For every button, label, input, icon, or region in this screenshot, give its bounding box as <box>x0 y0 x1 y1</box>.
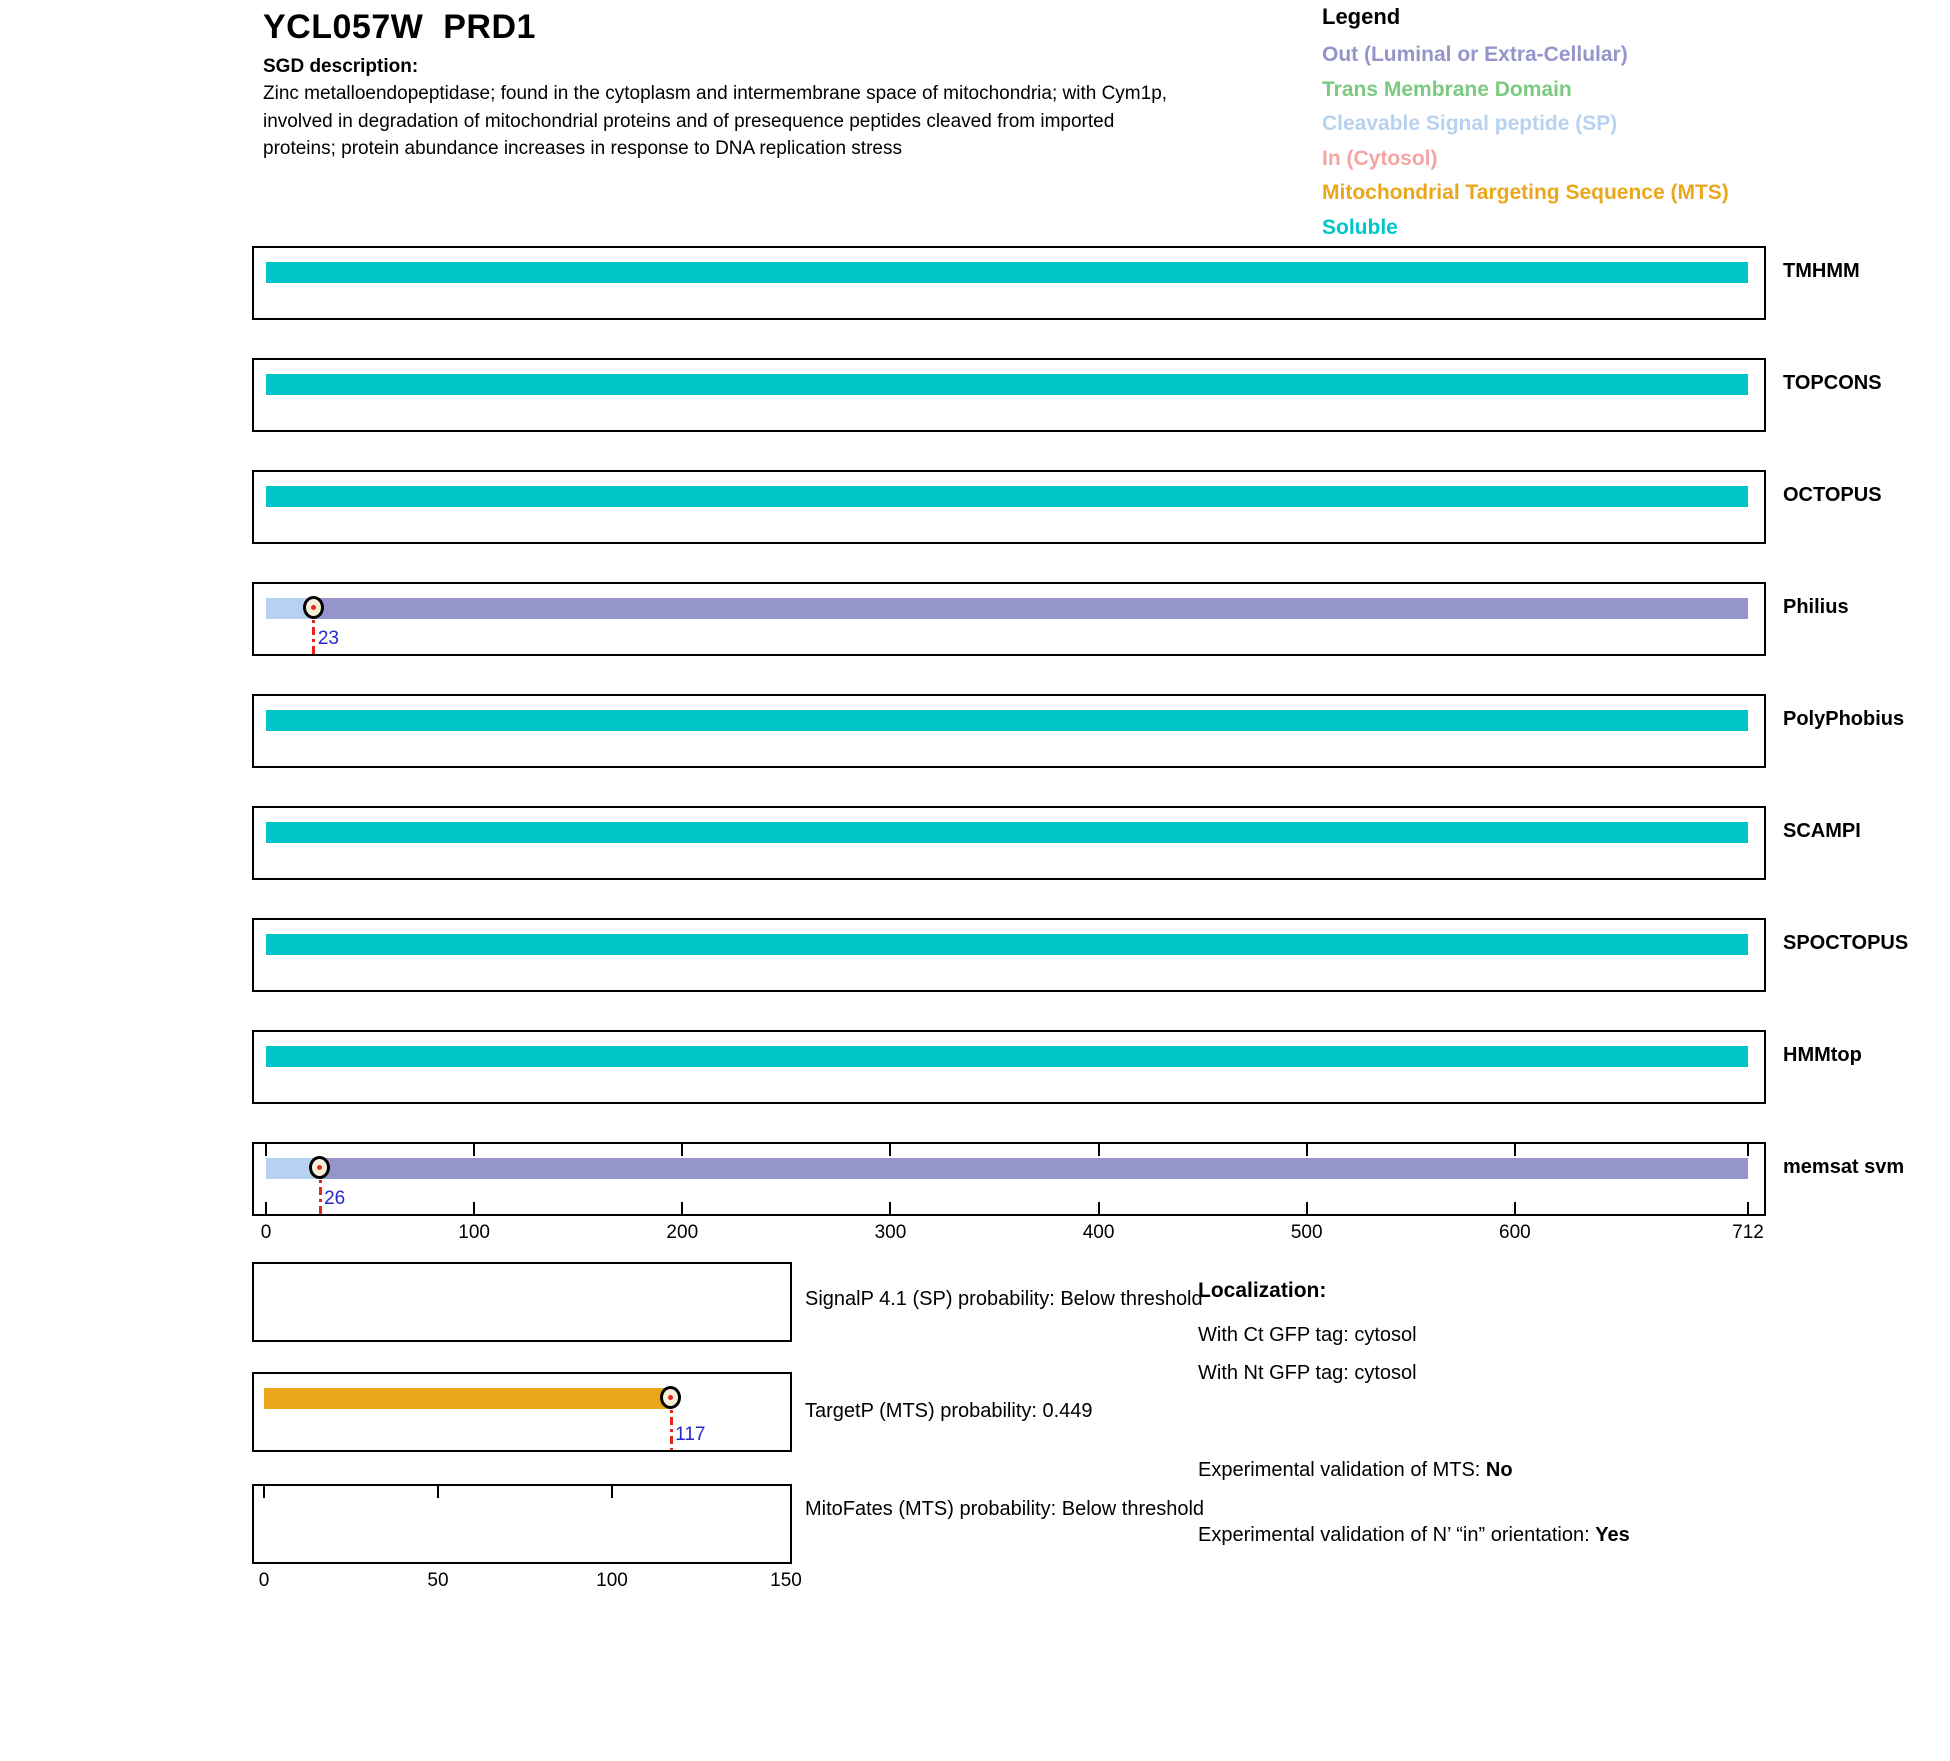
probability-axis-tick-label: 0 <box>258 1570 270 1591</box>
axis-tick-mark <box>1306 1144 1308 1156</box>
track-plot-box-spoctopus <box>252 918 1766 992</box>
topology-segment-soluble <box>266 934 1748 955</box>
probability-axis-tick-label: 100 <box>596 1570 628 1591</box>
axis-tick-mark <box>437 1486 439 1498</box>
axis-tick-mark <box>1747 1144 1749 1156</box>
topology-segment-soluble <box>266 374 1748 395</box>
topology-segment-out <box>320 1158 1748 1179</box>
cleavage-site-dot-icon <box>668 1395 673 1400</box>
cleavage-site-dot-icon <box>317 1165 322 1170</box>
validation-orientation-line <box>1198 1524 1630 1547</box>
validation-mts-line <box>1198 1459 1513 1482</box>
track-label-philius: Philius <box>1783 596 1849 618</box>
probability-plot-box-2 <box>252 1484 792 1564</box>
localization-heading: Localization: <box>1198 1279 1327 1302</box>
sgd-description-line: Zinc metalloendopeptidase; found in the cytoplasm and intermembrane space of mitochondria; with Cym1p, <box>263 83 1168 104</box>
probability-plot-box-0 <box>252 1262 792 1342</box>
topology-axis-tick-label: 600 <box>1499 1222 1531 1243</box>
probability-axis-tick-label: 150 <box>770 1570 802 1591</box>
track-label-topcons: TOPCONS <box>1783 372 1882 394</box>
track-label-scampi: SCAMPI <box>1783 820 1861 842</box>
validation-orientation-prefix: Experimental validation of N’ “in” orientation: <box>1198 1524 1596 1546</box>
track-plot-box-tmhmm <box>252 246 1766 320</box>
axis-tick-mark <box>1098 1144 1100 1156</box>
axis-tick-mark <box>1306 1202 1308 1214</box>
track-plot-box-octopus <box>252 470 1766 544</box>
legend-item-mts: Mitochondrial Targeting Sequence (MTS) <box>1322 181 1729 204</box>
track-plot-box-scampi <box>252 806 1766 880</box>
topology-segment-out <box>314 598 1748 619</box>
axis-tick-mark <box>681 1202 683 1214</box>
page-title: YCL057W PRD1 <box>263 8 536 46</box>
sgd-description-line: involved in degradation of mitochondrial proteins and of presequence peptides cleaved from imported <box>263 110 1115 132</box>
legend <box>1322 4 1729 245</box>
localization-nt-line: With Nt GFP tag: cytosol <box>1198 1362 1417 1384</box>
track-plot-box-topcons <box>252 358 1766 432</box>
track-label-tmhmm: TMHMM <box>1783 260 1860 282</box>
topology-axis-tick-label: 400 <box>1082 1222 1115 1243</box>
cleavage-position-label: 26 <box>324 1188 346 1209</box>
track-plot-box-philius <box>252 582 1766 656</box>
axis-tick-mark <box>473 1202 475 1214</box>
track-label-hmmtop: HMMtop <box>1783 1044 1862 1066</box>
axis-tick-mark <box>611 1486 613 1498</box>
track-plot-box-polyphobius <box>252 694 1766 768</box>
legend-item-sp: Cleavable Signal peptide (SP) <box>1322 112 1618 135</box>
axis-tick-mark <box>263 1486 265 1498</box>
legend-item-tm: Trans Membrane Domain <box>1322 77 1572 101</box>
cleavage-site-marker-icon <box>309 1156 330 1179</box>
legend-items <box>1322 38 1729 245</box>
axis-tick-mark <box>265 1202 267 1214</box>
validation-orientation-value: Yes <box>1595 1524 1630 1546</box>
track-label-spoctopus: SPOCTOPUS <box>1783 932 1909 954</box>
probability-axis-tick-label: 50 <box>427 1570 449 1591</box>
cleavage-site-marker-icon <box>303 596 324 619</box>
track-plot-box-hmmtop <box>252 1030 1766 1104</box>
legend-item-in: In (Cytosol) <box>1322 146 1438 170</box>
axis-tick-mark <box>1514 1144 1516 1156</box>
probability-caption-2: MitoFates (MTS) probability: Below threshold <box>805 1498 1205 1520</box>
topology-segment-soluble <box>266 822 1748 843</box>
probability-plot-box-1 <box>252 1372 792 1452</box>
axis-tick-mark <box>473 1144 475 1156</box>
axis-tick-mark <box>1514 1202 1516 1214</box>
legend-item-soluble: Soluble <box>1322 215 1398 239</box>
probability-caption-1: TargetP (MTS) probability: 0.449 <box>805 1400 1093 1422</box>
validation-mts-value: No <box>1485 1459 1513 1481</box>
axis-tick-mark <box>681 1144 683 1156</box>
topology-segment-soluble <box>266 262 1748 283</box>
axis-tick-mark <box>265 1144 267 1156</box>
legend-title: Legend <box>1322 4 1401 29</box>
track-label-polyphobius: PolyPhobius <box>1783 708 1905 730</box>
localization-ct-line: With Ct GFP tag: cytosol <box>1198 1324 1417 1346</box>
cleavage-position-label: 23 <box>317 628 339 649</box>
probability-caption-0: SignalP 4.1 (SP) probability: Below threshold <box>805 1288 1203 1310</box>
topology-segment-soluble <box>266 710 1748 731</box>
probability-segment-mts <box>264 1388 671 1409</box>
sgd-description-label: SGD description: <box>263 56 419 77</box>
axis-tick-mark <box>889 1144 891 1156</box>
axis-tick-mark <box>889 1202 891 1214</box>
cleavage-site-dot-icon <box>311 605 316 610</box>
validation-mts-prefix: Experimental validation of MTS: <box>1198 1459 1486 1481</box>
topology-axis-tick-label: 712 <box>1732 1222 1764 1243</box>
track-plot-box-memsat-svm <box>252 1142 1766 1216</box>
cleavage-site-marker-icon <box>660 1386 681 1409</box>
topology-axis-tick-label: 500 <box>1290 1222 1323 1243</box>
sgd-description-text <box>263 80 1167 163</box>
cleavage-position-label: 117 <box>675 1424 706 1445</box>
topology-axis-tick-label: 200 <box>666 1222 699 1243</box>
topology-axis-tick-label: 300 <box>874 1222 907 1243</box>
sgd-description-line: proteins; protein abundance increases in response to DNA replication stress <box>263 138 902 159</box>
topology-segment-soluble <box>266 1046 1748 1067</box>
topology-segment-soluble <box>266 486 1748 507</box>
track-label-memsat-svm: memsat svm <box>1783 1156 1905 1178</box>
topology-axis-tick-label: 100 <box>458 1222 490 1243</box>
track-label-octopus: OCTOPUS <box>1783 484 1882 506</box>
axis-tick-mark <box>1098 1202 1100 1214</box>
axis-tick-mark <box>1747 1202 1749 1214</box>
topology-axis-tick-label: 0 <box>260 1222 272 1243</box>
legend-item-out: Out (Luminal or Extra-Cellular) <box>1322 43 1628 66</box>
